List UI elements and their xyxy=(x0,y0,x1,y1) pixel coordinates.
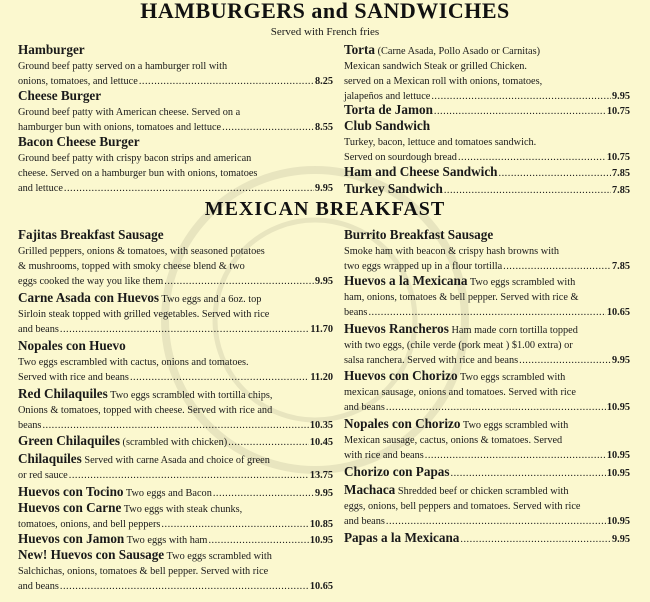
dot-leader xyxy=(161,517,308,532)
hamburgers-subtitle: Served with French fries xyxy=(270,26,380,38)
menu-item-name: Chilaquiles xyxy=(18,451,82,466)
menu-item-name: Green Chilaquiles xyxy=(18,433,120,448)
menu-item-name: Huevos Rancheros xyxy=(344,321,449,336)
menu-item-description: Served on sourdough bread xyxy=(344,152,457,163)
menu-item xyxy=(18,433,333,450)
menu-item-description: Smoke ham with beacon & crispy hash browns with xyxy=(344,246,560,257)
menu-item xyxy=(18,227,333,289)
menu-item-name: Papas a la Mexicana xyxy=(344,530,460,545)
menu-item-price: 10.65 xyxy=(309,581,333,592)
menu-item xyxy=(344,227,630,274)
menu-item-description: Served with carne Asada and choice of green xyxy=(81,455,270,466)
dot-leader xyxy=(503,259,611,274)
menu-item-price: 10.95 xyxy=(606,516,630,527)
menu-item xyxy=(18,338,333,385)
menu-item-price: 10.95 xyxy=(606,468,630,479)
menu-item-description: with two eggs, (chile verde (pork meat ) $1.00 extra) or xyxy=(344,340,573,351)
menu-item-price: 8.25 xyxy=(314,76,333,87)
menu-item-description: Two eggs scrambled with xyxy=(164,551,272,562)
menu-item-description: and lettuce xyxy=(18,183,63,194)
menu-item xyxy=(344,416,630,463)
dot-leader xyxy=(386,514,606,529)
menu-item-description: Sirloin steak topped with grilled vegetables. Served with rice xyxy=(18,309,270,320)
dot-leader xyxy=(519,353,611,368)
dot-leader xyxy=(499,166,611,181)
menu-item-description: served on a Mexican roll with onions, tomatoes, xyxy=(344,76,543,87)
dot-leader xyxy=(42,418,308,433)
menu-item-description: and beans xyxy=(18,581,59,592)
menu-item-name: Nopales con Huevo xyxy=(18,338,126,353)
menu-item-name: Torta de Jamon xyxy=(344,102,433,117)
menu-item-description: (scrambled with chicken) xyxy=(119,437,228,448)
menu-item-price: 10.45 xyxy=(309,437,333,448)
menu-item xyxy=(344,530,630,547)
menu-item xyxy=(344,181,630,198)
menu-item xyxy=(344,273,630,320)
menu-item xyxy=(18,484,333,501)
menu-item-name: Carne Asada con Huevos xyxy=(18,290,160,305)
menu-item-description: Two eggs and Bacon xyxy=(123,488,212,499)
dot-leader xyxy=(425,448,606,463)
menu-item xyxy=(18,88,333,135)
menu-item-description: hamburger bun with onions, tomatoes and lettuce xyxy=(18,122,222,133)
menu-item xyxy=(344,164,630,181)
menu-item-price: 9.95 xyxy=(611,534,630,545)
menu-item-description: eggs, onions, bell peppers and tomatoes. Served with rice xyxy=(344,501,581,512)
menu-item-description: Grilled peppers, onions & tomatoes, with seasoned potatoes xyxy=(18,246,265,257)
menu-item-name: Hamburger xyxy=(18,42,85,57)
dot-leader xyxy=(434,104,606,119)
menu-item xyxy=(344,42,630,104)
menu-item-description: beans xyxy=(18,420,42,431)
menu-item-description: two eggs wrapped up in a flour tortilla xyxy=(344,261,503,272)
menu-item-name: Cheese Burger xyxy=(18,88,102,103)
menu-item-price: 10.35 xyxy=(309,420,333,431)
menu-item-description: Two eggs scrambled with xyxy=(467,277,576,288)
menu-item-price: 10.95 xyxy=(309,535,333,546)
dot-leader xyxy=(444,183,611,198)
menu-item-description: Two eggs and a 6oz. top xyxy=(159,294,262,305)
menu-item-description: Two eggs scrambled with xyxy=(457,372,566,383)
menu-item-name: Huevos a la Mexicana xyxy=(344,273,468,288)
menu-item-description: Served with rice and beans xyxy=(18,372,129,383)
menu-item-price: 11.20 xyxy=(310,372,333,383)
menu-item-description: (Carne Asada, Pollo Asado or Carnitas) xyxy=(375,46,541,57)
dot-leader xyxy=(64,181,314,196)
menu-item-name: Nopales con Chorizo xyxy=(344,416,461,431)
menu-item xyxy=(344,482,630,529)
menu-item-description: jalapeños and lettuce xyxy=(344,91,431,102)
menu-item-price: 10.95 xyxy=(606,402,630,413)
dot-leader xyxy=(208,533,308,548)
menu-item-description: tomatoes, onions, and bell peppers xyxy=(18,519,161,530)
menu-item-price: 11.70 xyxy=(310,324,333,335)
menu-item-description: & mushrooms, topped with smoky cheese blend & two xyxy=(18,261,245,272)
menu-item xyxy=(18,386,333,433)
menu-item-description: Ground beef patty served on a hamburger roll with xyxy=(18,61,228,72)
menu-item-name: Ham and Cheese Sandwich xyxy=(344,164,498,179)
menu-item xyxy=(18,42,333,89)
hamburgers-title: HAMBURGERS and SANDWICHES xyxy=(140,0,510,23)
menu-item-name: Bacon Cheese Burger xyxy=(18,134,140,149)
dot-leader xyxy=(60,322,310,337)
menu-item-description: Mexican sausage, cactus, onions & tomatoes. Served xyxy=(344,435,563,446)
menu-item-description: onions, tomatoes, and lettuce xyxy=(18,76,138,87)
menu-item-price: 10.85 xyxy=(309,519,333,530)
menu-item-description: ham, onions, tomatoes & bell pepper. Served with rice & xyxy=(344,292,579,303)
menu-item-description: eggs cooked the way you like them xyxy=(18,276,164,287)
menu-item-description: Two eggs escrambled with cactus, onions and tomatoes. xyxy=(18,357,249,368)
dot-leader xyxy=(228,435,309,450)
menu-item-name: Huevos con Jamon xyxy=(18,531,125,546)
menu-item-description: Two eggs scrambled with xyxy=(460,420,569,431)
menu-item-description: or red sauce xyxy=(18,470,68,481)
menu-item-price: 8.55 xyxy=(314,122,333,133)
dot-leader xyxy=(69,468,309,483)
menu-item xyxy=(344,118,630,165)
menu-item-price: 10.75 xyxy=(606,152,630,163)
menu-item-price: 10.75 xyxy=(606,106,630,117)
menu-item-price: 10.95 xyxy=(606,450,630,461)
menu-item-price: 13.75 xyxy=(309,470,333,481)
dot-leader xyxy=(60,579,309,594)
menu-item-description: salsa ranchera. Served with rice and beans xyxy=(344,355,519,366)
menu-item xyxy=(344,368,630,415)
menu-item-name: Machaca xyxy=(344,482,396,497)
menu-item xyxy=(18,531,333,548)
menu-item-description: and beans xyxy=(344,516,385,527)
menu-item xyxy=(344,464,630,481)
menu-item-price: 7.85 xyxy=(611,261,630,272)
menu-item xyxy=(344,321,630,368)
menu-item-description: mexican sausage, onions and tomatoes. Served with rice xyxy=(344,387,576,398)
menu-item-name: Fajitas Breakfast Sausage xyxy=(18,227,164,242)
menu-item-price: 7.85 xyxy=(611,185,630,196)
menu-item-description: Turkey, bacon, lettuce and tomatoes sandwich. xyxy=(344,137,537,148)
menu-item-description: Ground beef patty with crispy bacon strips and american xyxy=(18,153,252,164)
menu-item-name: Huevos con Carne xyxy=(18,500,122,515)
dot-leader xyxy=(139,74,314,89)
breakfast-title: MEXICAN BREAKFAST xyxy=(204,198,446,220)
menu-item xyxy=(18,290,333,337)
menu-item-name: Club Sandwich xyxy=(344,118,431,133)
menu-item-price: 9.95 xyxy=(611,91,630,102)
menu-item-description: Two eggs scrambled with tortilla chips, xyxy=(107,390,273,401)
dot-leader xyxy=(130,370,309,385)
menu-item-name: Burrito Breakfast Sausage xyxy=(344,227,494,242)
menu-item xyxy=(18,547,333,594)
menu-item xyxy=(18,500,333,532)
menu-item-price: 10.65 xyxy=(606,307,630,318)
menu-item xyxy=(18,134,333,196)
menu-item-name: Huevos con Tocino xyxy=(18,484,124,499)
dot-leader xyxy=(458,150,606,165)
menu-item-name: Red Chilaquiles xyxy=(18,386,108,401)
menu-item-description: Onions & tomatoes, topped with cheese. Served with rice and xyxy=(18,405,273,416)
dot-leader xyxy=(451,466,606,481)
menu-item-price: 9.95 xyxy=(314,183,333,194)
menu-item-description: cheese. Served on a hamburger bun with onions, tomatoes xyxy=(18,168,258,179)
dot-leader xyxy=(222,120,314,135)
menu-item-name: New! Huevos con Sausage xyxy=(18,547,165,562)
menu-item-description: Two eggs with steak chunks, xyxy=(121,504,243,515)
menu-item-description: Ham made corn tortilla topped xyxy=(448,325,578,336)
menu-item-name: Turkey Sandwich xyxy=(344,181,443,196)
dot-leader xyxy=(386,400,606,415)
dot-leader xyxy=(213,486,314,501)
menu-item-name: Torta xyxy=(344,42,376,57)
menu-item-description: and beans xyxy=(18,324,59,335)
menu-item xyxy=(18,451,333,483)
menu-item-price: 9.95 xyxy=(314,276,333,287)
menu-item-description: Mexican sandwich Steak or grilled Chicken. xyxy=(344,61,528,72)
menu-item xyxy=(344,102,630,119)
menu-item-name: Chorizo con Papas xyxy=(344,464,450,479)
dot-leader xyxy=(460,532,611,547)
menu-item-description: Two eggs with ham xyxy=(124,535,208,546)
menu-item-price: 7.85 xyxy=(611,168,630,179)
menu-item-description: Ground beef patty with American cheese. Served on a xyxy=(18,107,241,118)
menu-item-price: 9.95 xyxy=(611,355,630,366)
menu-item-description: Shredded beef or chicken scrambled with xyxy=(395,486,569,497)
dot-leader xyxy=(164,274,314,289)
dot-leader xyxy=(368,305,605,320)
menu-item-description: Salchichas, onions, tomatoes & bell pepper. Served with rice xyxy=(18,566,269,577)
menu-item-price: 9.95 xyxy=(314,488,333,499)
menu-item-name: Huevos con Chorizo xyxy=(344,368,458,383)
menu-item-description: with rice and beans xyxy=(344,450,424,461)
menu-item-description: and beans xyxy=(344,402,385,413)
menu-item-description: beans xyxy=(344,307,368,318)
